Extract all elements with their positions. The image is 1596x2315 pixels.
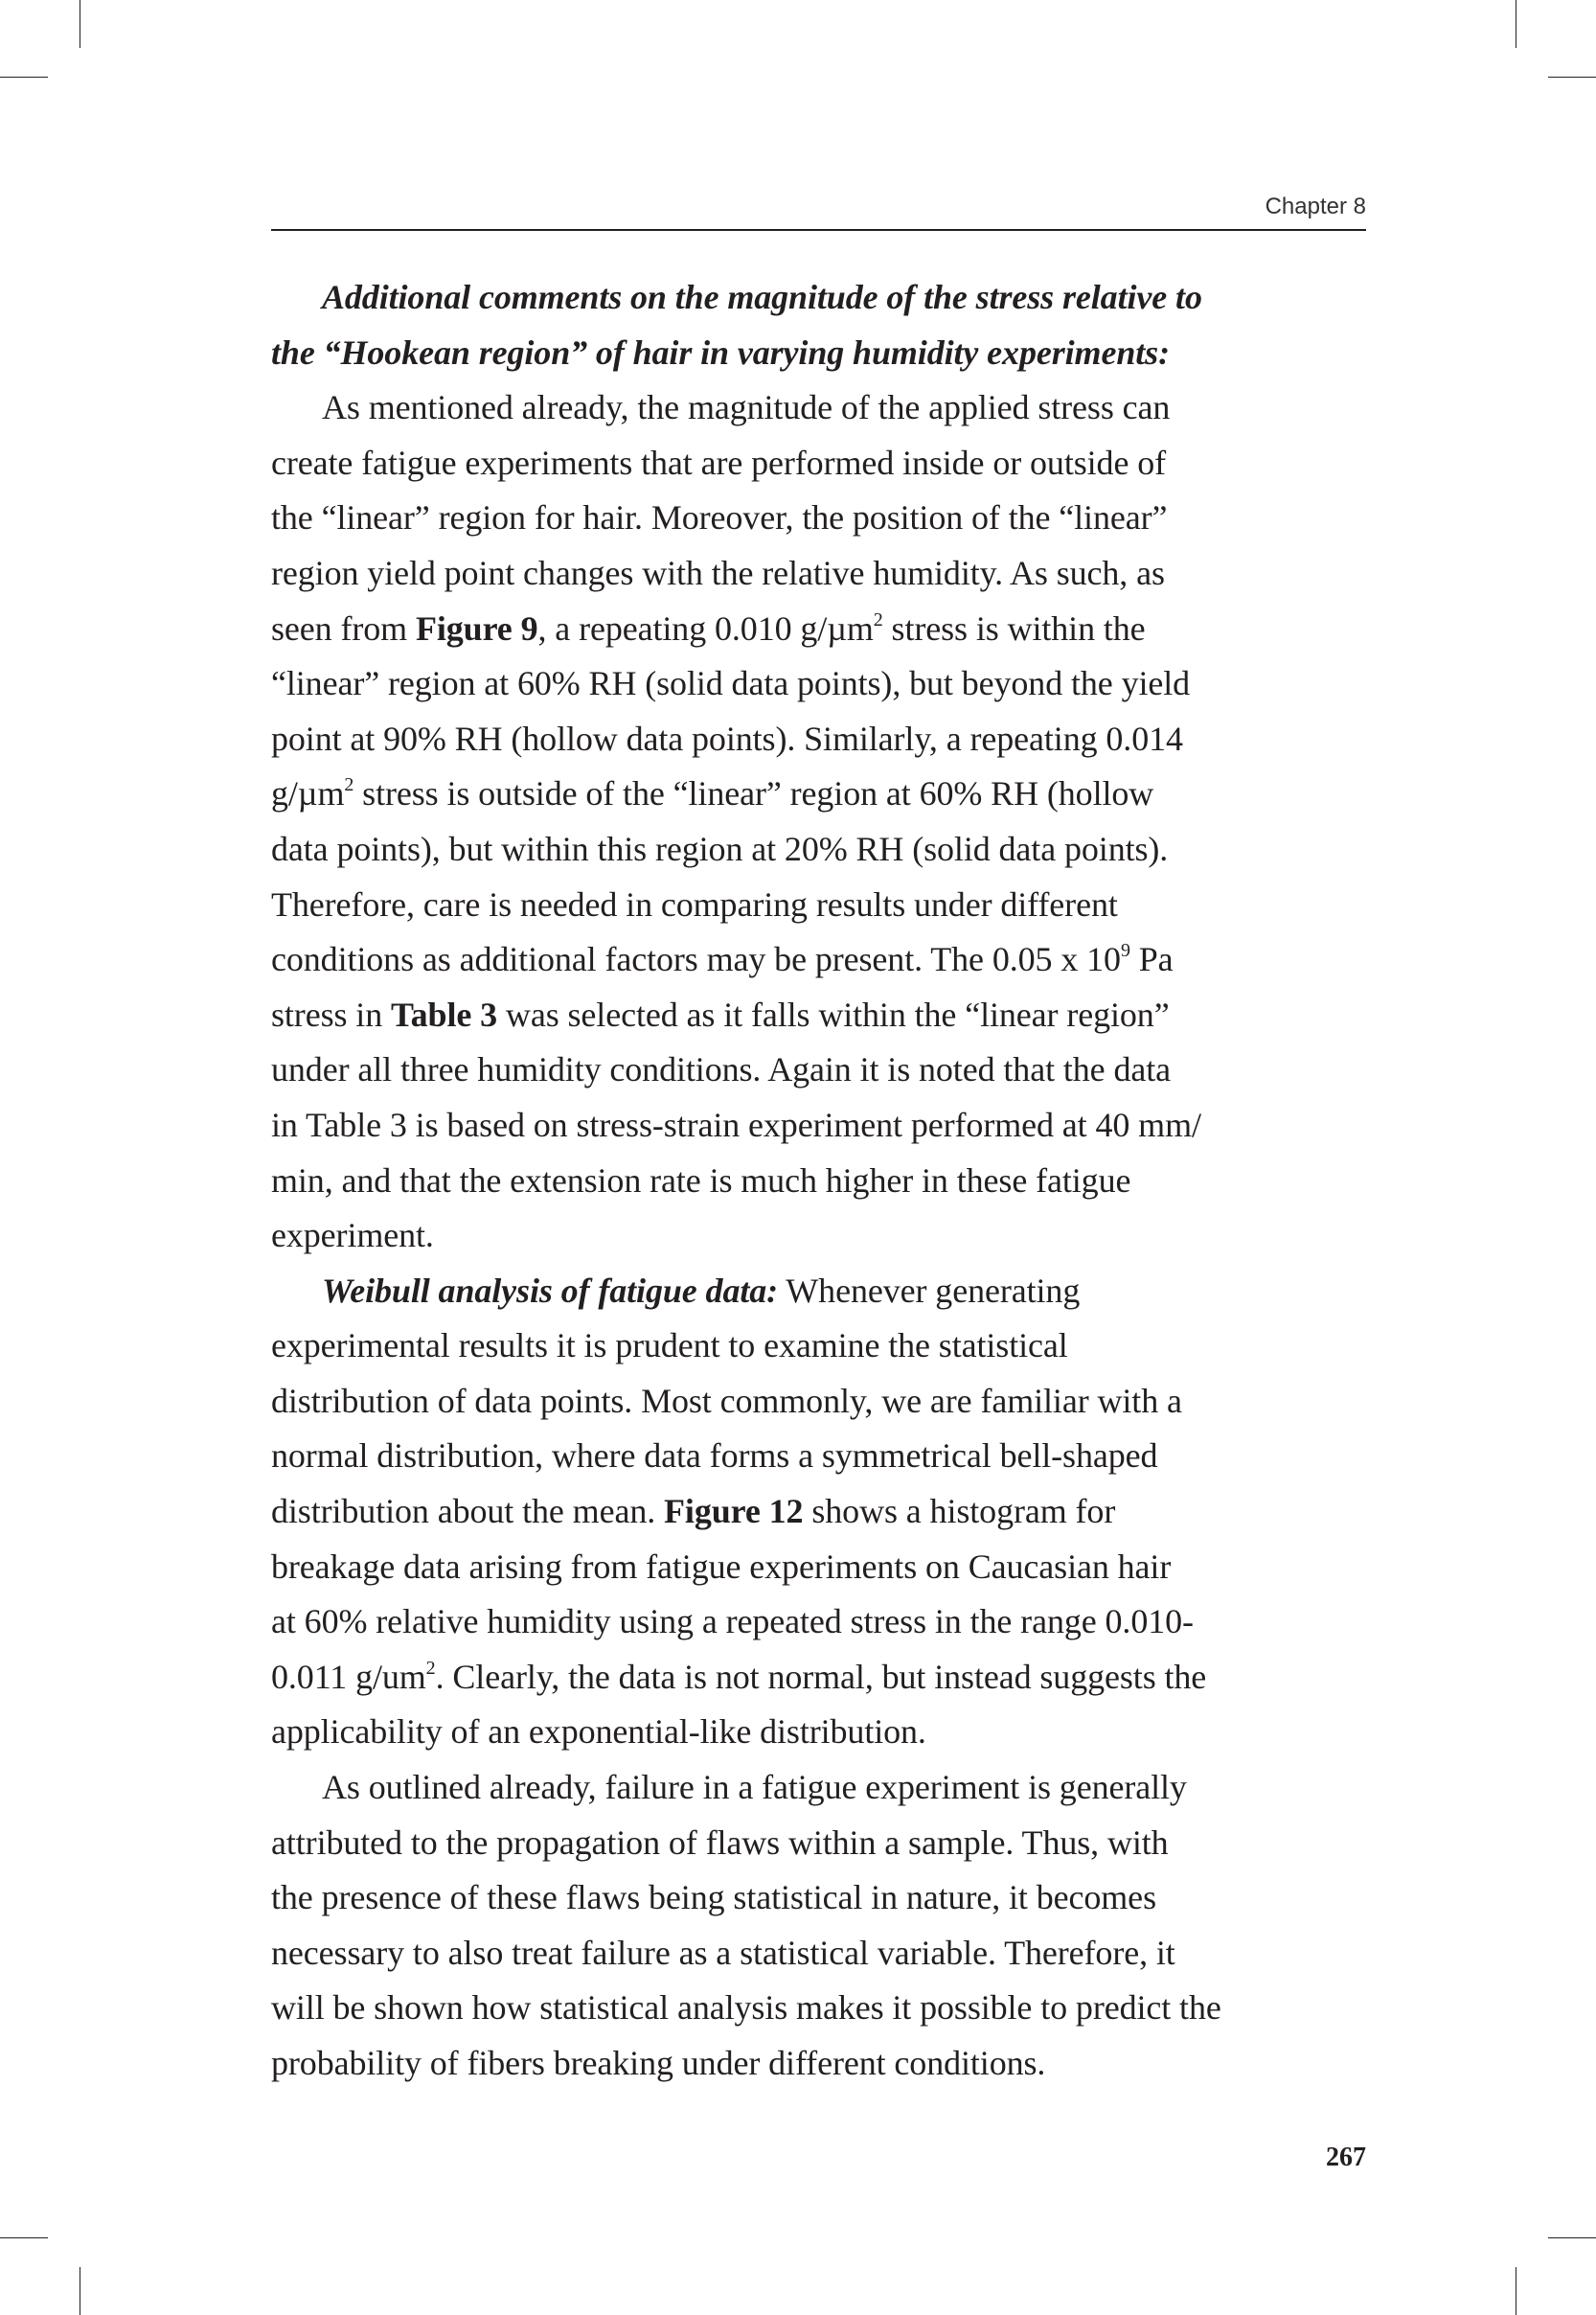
text-line — [271, 1484, 1366, 1540]
figure-reference: Figure 9 — [415, 608, 538, 648]
text-line: region yield point changes with the relative humidity. As such, as — [271, 553, 1165, 592]
text-line — [271, 1650, 1366, 1706]
text-line: under all three humidity conditions. Again it is noted that the data — [271, 1050, 1172, 1089]
paragraph-hookean-heading — [271, 270, 1366, 380]
page-number: 267 — [1326, 2143, 1366, 2172]
text-run: shows a histogram for — [803, 1492, 1116, 1531]
text-run: distribution about the mean. — [271, 1492, 665, 1531]
text-line: distribution of data points. Most commonly, we are familiar with a — [271, 1381, 1182, 1420]
text-run: was selected as it falls within the “linear region” — [497, 995, 1170, 1034]
text-line: probability of fibers breaking under different conditions. — [271, 2044, 1046, 2082]
superscript: 2 — [873, 608, 883, 630]
text-line — [271, 988, 1366, 1043]
text-line — [271, 1264, 1366, 1319]
paragraph-stress-magnitude — [271, 380, 1366, 1264]
text-line: experimental results it is prudent to examine the statistical — [271, 1326, 1068, 1365]
text-line: As mentioned already, the magnitude of the applied stress can — [322, 388, 1171, 427]
text-line: data points), but within this region at 20% RH (solid data points). — [271, 829, 1169, 868]
text-line: the “Hookean region” of hair in varying humidity experiments: — [271, 332, 1170, 372]
text-run: g/µm — [271, 774, 345, 814]
text-line: “linear” region at 60% RH (solid data points), but beyond the yield — [271, 664, 1191, 703]
text-line: attributed to the propagation of flaws within a sample. Thus, with — [271, 1822, 1169, 1862]
crop-mark-bottom-right-horizontal — [1548, 2237, 1596, 2238]
text-run: 0.011 g/um — [271, 1657, 426, 1696]
text-line: create fatigue experiments that are performed inside or outside of — [271, 443, 1167, 482]
text-line: min, and that the extension rate is much higher in these fatigue — [271, 1160, 1131, 1200]
table-reference: Table 3 — [391, 995, 498, 1034]
text-line: As outlined already, failure in a fatigue experiment is generally — [322, 1768, 1187, 1807]
text-line: in Table 3 is based on stress-strain experiment performed at 40 mm/ — [271, 1105, 1201, 1144]
text-line: experiment. — [271, 1216, 434, 1255]
run-in-heading: Weibull analysis of fatigue data: — [322, 1271, 779, 1310]
text-line: Additional comments on the magnitude of the stress relative to — [322, 278, 1202, 316]
text-line: will be shown how statistical analysis makes it possible to predict the — [271, 1988, 1221, 2028]
text-run: stress is within the — [882, 608, 1146, 648]
superscript: 2 — [344, 774, 354, 796]
superscript: 9 — [1120, 940, 1130, 962]
text-run: seen from — [271, 608, 416, 648]
crop-mark-top-right-horizontal — [1548, 77, 1596, 78]
text-line: at 60% relative humidity using a repeated stress in the range 0.010- — [271, 1602, 1194, 1641]
text-run: stress is outside of the “linear” region at 60% RH (hollow — [353, 774, 1154, 814]
crop-mark-bottom-left-horizontal — [0, 2237, 48, 2238]
body-text — [271, 270, 1366, 2092]
text-line — [271, 932, 1366, 988]
paragraph-weibull-analysis — [271, 1264, 1366, 1760]
figure-reference: Figure 12 — [664, 1492, 804, 1531]
paragraph-failure-statistics — [271, 1760, 1366, 2092]
header-rule — [271, 229, 1366, 231]
text-line — [271, 602, 1366, 657]
text-line: applicability of an exponential-like distribution. — [271, 1712, 926, 1752]
text-line: Therefore, care is needed in comparing results under different — [271, 884, 1118, 924]
text-line: normal distribution, where data forms a symmetrical bell-shaped — [271, 1436, 1158, 1476]
text-run: Whenever generating — [778, 1271, 1081, 1310]
text-line: the “linear” region for hair. Moreover, the position of the “linear” — [271, 498, 1168, 538]
text-line: necessary to also treat failure as a statistical variable. Therefore, it — [271, 1933, 1175, 1972]
text-run: stress in — [271, 995, 392, 1034]
text-line: the presence of these flaws being statistical in nature, it becomes — [271, 1878, 1156, 1917]
text-run: . Clearly, the data is not normal, but instead suggests the — [435, 1657, 1207, 1696]
text-run: , a repeating 0.010 g/µm — [537, 608, 874, 648]
text-line: point at 90% RH (hollow data points). Similarly, a repeating 0.014 — [271, 719, 1183, 758]
text-line: breakage data arising from fatigue experiments on Caucasian hair — [271, 1547, 1172, 1586]
text-run: conditions as additional factors may be present. The 0.05 x 10 — [271, 940, 1121, 979]
text-line — [271, 767, 1366, 822]
running-head: Chapter 8 — [1265, 194, 1366, 219]
text-run: Pa — [1129, 940, 1174, 979]
superscript: 2 — [425, 1657, 436, 1679]
crop-mark-top-left-horizontal — [0, 77, 48, 78]
